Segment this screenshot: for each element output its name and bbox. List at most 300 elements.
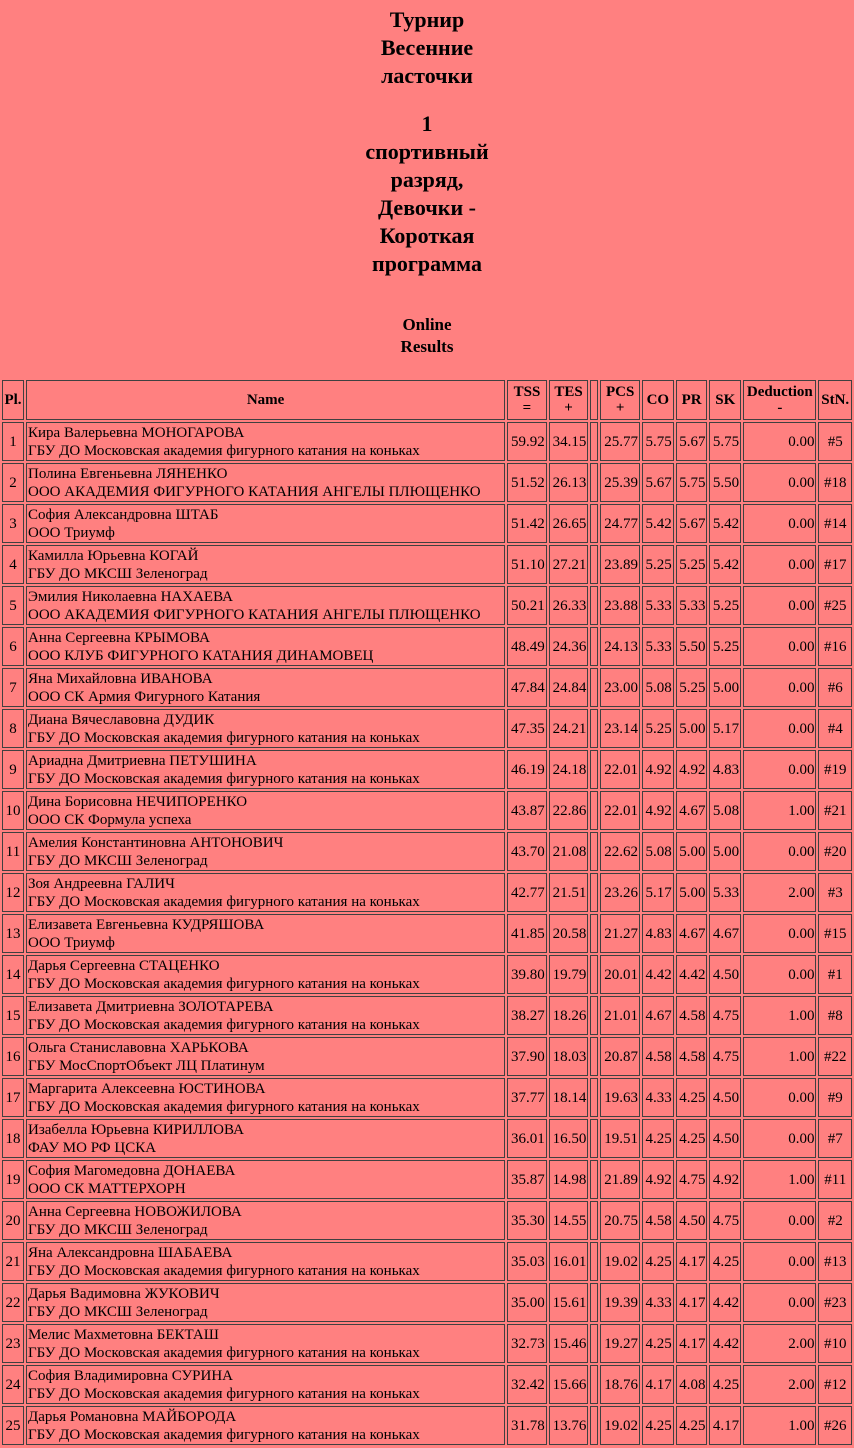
cell-pcs: 22.01 — [600, 791, 640, 830]
subtitle-line: Results — [400, 337, 454, 356]
cell-sk: 4.42 — [709, 1283, 741, 1322]
cell-co: 4.92 — [642, 750, 674, 789]
skater-name: Яна Михайловна ИВАНОВА — [28, 670, 213, 687]
cell-name — [26, 545, 505, 584]
cell-gap — [590, 1406, 598, 1445]
skater-club: ГБУ ДО Московская академия фигурного катания на коньках — [28, 893, 420, 910]
cell-tss: 59.92 — [507, 422, 547, 461]
skater-name: Зоя Андреевна ГАЛИЧ — [28, 875, 175, 892]
table-row — [2, 1037, 852, 1076]
cell-sk: 4.75 — [709, 1201, 741, 1240]
cell-tes: 27.21 — [549, 545, 589, 584]
cell-place: 22 — [2, 1283, 24, 1322]
cell-co: 5.42 — [642, 504, 674, 543]
header-gap — [590, 380, 598, 420]
header-pcs-label: PCS — [605, 384, 635, 400]
cell-stn: #4 — [818, 709, 852, 748]
skater-club: ООО Триумф — [28, 934, 115, 951]
cell-co: 5.08 — [642, 668, 674, 707]
cell-name — [26, 1201, 505, 1240]
skater-club: ГБУ ДО Московская академия фигурного катания на коньках — [28, 442, 420, 459]
title-line: спортивный — [365, 139, 489, 164]
cell-tss: 35.30 — [507, 1201, 547, 1240]
cell-tes: 22.86 — [549, 791, 589, 830]
table-row — [2, 1160, 852, 1199]
cell-deduction: 1.00 — [743, 791, 816, 830]
cell-tss: 35.03 — [507, 1242, 547, 1281]
cell-place: 10 — [2, 791, 24, 830]
cell-gap — [590, 463, 598, 502]
skater-name: Мелис Махметовна БЕКТАШ — [28, 1326, 219, 1343]
cell-gap — [590, 422, 598, 461]
cell-sk: 4.17 — [709, 1406, 741, 1445]
cell-tes: 26.13 — [549, 463, 589, 502]
skater-club: ООО КЛУБ ФИГУРНОГО КАТАНИЯ ДИНАМОВЕЦ — [28, 647, 374, 664]
cell-gap — [590, 873, 598, 912]
cell-stn: #12 — [818, 1365, 852, 1404]
cell-pcs: 23.26 — [600, 873, 640, 912]
cell-tss: 38.27 — [507, 996, 547, 1035]
skater-club: ООО СК Формула успеха — [28, 811, 192, 828]
cell-sk: 4.42 — [709, 1324, 741, 1363]
cell-tss: 42.77 — [507, 873, 547, 912]
header-tss — [507, 380, 547, 420]
skater-name: Амелия Константиновна АНТОНОВИЧ — [28, 834, 284, 851]
header-deduction — [743, 380, 816, 420]
cell-gap — [590, 627, 598, 666]
cell-stn: #13 — [818, 1242, 852, 1281]
cell-co: 4.92 — [642, 1160, 674, 1199]
title-line: 1 — [421, 111, 433, 136]
cell-deduction: 0.00 — [743, 545, 816, 584]
header-pl: Pl. — [2, 380, 24, 420]
cell-deduction: 1.00 — [743, 1160, 816, 1199]
cell-pcs: 20.87 — [600, 1037, 640, 1076]
cell-pr: 4.58 — [676, 996, 708, 1035]
cell-stn: #8 — [818, 996, 852, 1035]
table-row — [2, 791, 852, 830]
skater-name: Анна Сергеевна НОВОЖИЛОВА — [28, 1203, 242, 1220]
skater-club: ГБУ ДО Московская академия фигурного катания на коньках — [28, 1098, 420, 1115]
title-line: ласточки — [381, 63, 473, 88]
skater-club: ГБУ ДО МКСШ Зеленоград — [28, 1303, 208, 1320]
header-pcs — [600, 380, 640, 420]
cell-tss: 41.85 — [507, 914, 547, 953]
cell-deduction: 2.00 — [743, 1324, 816, 1363]
cell-gap — [590, 504, 598, 543]
cell-sk: 5.50 — [709, 463, 741, 502]
cell-gap — [590, 914, 598, 953]
cell-sk: 5.08 — [709, 791, 741, 830]
cell-place: 4 — [2, 545, 24, 584]
cell-tes: 18.03 — [549, 1037, 589, 1076]
skater-name: Полина Евгеньевна ЛЯНЕНКО — [28, 465, 228, 482]
cell-pcs: 23.89 — [600, 545, 640, 584]
cell-tes: 24.18 — [549, 750, 589, 789]
table-row — [2, 463, 852, 502]
table-row — [2, 627, 852, 666]
cell-stn: #21 — [818, 791, 852, 830]
cell-name — [26, 1160, 505, 1199]
header-deduction-label: Deduction — [746, 384, 813, 400]
cell-gap — [590, 1324, 598, 1363]
results-body — [2, 422, 852, 1445]
cell-sk: 4.75 — [709, 996, 741, 1035]
cell-tss: 32.73 — [507, 1324, 547, 1363]
header-pcs-sub: + — [615, 400, 625, 416]
table-row — [2, 1201, 852, 1240]
header-pr: PR — [676, 380, 708, 420]
cell-stn: #22 — [818, 1037, 852, 1076]
cell-sk: 5.75 — [709, 422, 741, 461]
skater-name: Дарья Вадимовна ЖУКОВИЧ — [28, 1285, 220, 1302]
cell-sk: 5.25 — [709, 586, 741, 625]
cell-tes: 14.55 — [549, 1201, 589, 1240]
cell-stn: #19 — [818, 750, 852, 789]
cell-sk: 4.25 — [709, 1365, 741, 1404]
cell-tes: 13.76 — [549, 1406, 589, 1445]
skater-name: Дина Борисовна НЕЧИПОРЕНКО — [28, 793, 248, 810]
skater-club: ГБУ ДО МКСШ Зеленоград — [28, 852, 208, 869]
cell-deduction: 0.00 — [743, 422, 816, 461]
skater-name: София Владимировна СУРИНА — [28, 1367, 234, 1384]
skater-name: София Александровна ШТАБ — [28, 506, 219, 523]
cell-tss: 39.80 — [507, 955, 547, 994]
cell-tss: 51.10 — [507, 545, 547, 584]
cell-pr: 5.33 — [676, 586, 708, 625]
cell-deduction: 0.00 — [743, 955, 816, 994]
cell-tss: 51.42 — [507, 504, 547, 543]
cell-deduction: 0.00 — [743, 586, 816, 625]
cell-place: 13 — [2, 914, 24, 953]
skater-name: Камилла Юрьевна КОГАЙ — [28, 547, 199, 564]
table-row — [2, 914, 852, 953]
cell-pr: 5.25 — [676, 668, 708, 707]
cell-place: 21 — [2, 1242, 24, 1281]
cell-pcs: 23.00 — [600, 668, 640, 707]
cell-tes: 18.14 — [549, 1078, 589, 1117]
table-row — [2, 668, 852, 707]
cell-co: 4.25 — [642, 1406, 674, 1445]
cell-co: 4.25 — [642, 1324, 674, 1363]
cell-deduction: 2.00 — [743, 873, 816, 912]
cell-pr: 4.17 — [676, 1324, 708, 1363]
cell-pr: 4.08 — [676, 1365, 708, 1404]
cell-stn: #1 — [818, 955, 852, 994]
cell-sk: 4.50 — [709, 1078, 741, 1117]
cell-name — [26, 1037, 505, 1076]
cell-co: 4.92 — [642, 791, 674, 830]
cell-co: 4.58 — [642, 1201, 674, 1240]
cell-gap — [590, 791, 598, 830]
cell-pcs: 24.13 — [600, 627, 640, 666]
header-stn: StN. — [818, 380, 852, 420]
title-spacer — [327, 90, 527, 110]
skater-club: ООО СК Армия Фигурного Катания — [28, 688, 261, 705]
cell-name — [26, 422, 505, 461]
cell-pcs: 23.88 — [600, 586, 640, 625]
cell-pr: 5.00 — [676, 832, 708, 871]
cell-name — [26, 1283, 505, 1322]
title-line: разряд, — [390, 167, 464, 192]
cell-tes: 26.33 — [549, 586, 589, 625]
table-row — [2, 955, 852, 994]
cell-co: 4.67 — [642, 996, 674, 1035]
cell-stn: #3 — [818, 873, 852, 912]
title-line: Короткая — [379, 223, 475, 248]
skater-name: Дарья Сергеевна СТАЦЕНКО — [28, 957, 220, 974]
cell-tss: 36.01 — [507, 1119, 547, 1158]
cell-place: 19 — [2, 1160, 24, 1199]
cell-name — [26, 1119, 505, 1158]
cell-tss: 35.00 — [507, 1283, 547, 1322]
cell-sk: 4.50 — [709, 1119, 741, 1158]
cell-co: 4.25 — [642, 1242, 674, 1281]
cell-name — [26, 914, 505, 953]
cell-name — [26, 873, 505, 912]
header-tes-sub: + — [564, 400, 573, 416]
cell-pr: 4.58 — [676, 1037, 708, 1076]
cell-gap — [590, 668, 598, 707]
skater-name: Маргарита Алексеевна ЮСТИНОВА — [28, 1080, 266, 1097]
cell-co: 5.08 — [642, 832, 674, 871]
cell-pcs: 25.39 — [600, 463, 640, 502]
header-tes — [549, 380, 589, 420]
table-row — [2, 709, 852, 748]
cell-gap — [590, 709, 598, 748]
cell-name — [26, 709, 505, 748]
cell-stn: #6 — [818, 668, 852, 707]
cell-stn: #2 — [818, 1201, 852, 1240]
cell-tss: 47.84 — [507, 668, 547, 707]
cell-pr: 5.67 — [676, 504, 708, 543]
table-row — [2, 996, 852, 1035]
cell-tes: 34.15 — [549, 422, 589, 461]
cell-co: 5.67 — [642, 463, 674, 502]
cell-gap — [590, 1283, 598, 1322]
skater-name: Дарья Романовна МАЙБОРОДА — [28, 1408, 237, 1425]
skater-club: ГБУ ДО Московская академия фигурного катания на коньках — [28, 1385, 420, 1402]
cell-deduction: 0.00 — [743, 709, 816, 748]
cell-sk: 4.50 — [709, 955, 741, 994]
title-line: программа — [372, 251, 482, 276]
cell-pcs: 18.76 — [600, 1365, 640, 1404]
skater-club: ГБУ ДО Московская академия фигурного катания на коньках — [28, 975, 420, 992]
skater-club: ГБУ ДО МКСШ Зеленоград — [28, 565, 208, 582]
cell-deduction: 2.00 — [743, 1365, 816, 1404]
cell-deduction: 0.00 — [743, 504, 816, 543]
cell-deduction: 0.00 — [743, 668, 816, 707]
cell-tes: 20.58 — [549, 914, 589, 953]
cell-tes: 24.36 — [549, 627, 589, 666]
cell-place: 23 — [2, 1324, 24, 1363]
cell-place: 5 — [2, 586, 24, 625]
cell-gap — [590, 1119, 598, 1158]
cell-name — [26, 1406, 505, 1445]
cell-deduction: 0.00 — [743, 750, 816, 789]
page-title — [327, 6, 527, 278]
table-row — [2, 422, 852, 461]
cell-deduction: 0.00 — [743, 914, 816, 953]
cell-stn: #17 — [818, 545, 852, 584]
header-tes-label: TES — [554, 384, 583, 400]
cell-deduction: 0.00 — [743, 832, 816, 871]
cell-place: 17 — [2, 1078, 24, 1117]
skater-club: ГБУ ДО Московская академия фигурного катания на коньках — [28, 729, 420, 746]
cell-pr: 4.67 — [676, 914, 708, 953]
cell-pcs: 25.77 — [600, 422, 640, 461]
cell-place: 3 — [2, 504, 24, 543]
cell-name — [26, 1324, 505, 1363]
cell-gap — [590, 1242, 598, 1281]
cell-tes: 16.01 — [549, 1242, 589, 1281]
cell-deduction: 0.00 — [743, 463, 816, 502]
skater-club: ГБУ ДО Московская академия фигурного катания на коньках — [28, 770, 420, 787]
cell-pr: 5.00 — [676, 873, 708, 912]
cell-name — [26, 586, 505, 625]
cell-tss: 50.21 — [507, 586, 547, 625]
cell-tes: 24.84 — [549, 668, 589, 707]
cell-sk: 4.25 — [709, 1242, 741, 1281]
cell-tes: 21.51 — [549, 873, 589, 912]
cell-tss: 35.87 — [507, 1160, 547, 1199]
cell-deduction: 0.00 — [743, 1119, 816, 1158]
skater-club: ГБУ ДО Московская академия фигурного катания на коньках — [28, 1344, 420, 1361]
skater-name: Кира Валерьевна МОНОГАРОВА — [28, 424, 245, 441]
table-row — [2, 1242, 852, 1281]
cell-place: 20 — [2, 1201, 24, 1240]
cell-pr: 4.25 — [676, 1406, 708, 1445]
cell-deduction: 1.00 — [743, 996, 816, 1035]
cell-co: 4.17 — [642, 1365, 674, 1404]
cell-pcs: 19.02 — [600, 1406, 640, 1445]
cell-sk: 5.42 — [709, 504, 741, 543]
header-sk: SK — [709, 380, 741, 420]
cell-co: 4.33 — [642, 1283, 674, 1322]
cell-stn: #16 — [818, 627, 852, 666]
results-table — [0, 378, 854, 1447]
cell-sk: 4.67 — [709, 914, 741, 953]
cell-pr: 4.25 — [676, 1119, 708, 1158]
skater-name: Елизавета Евгеньевна КУДРЯШОВА — [28, 916, 265, 933]
table-row — [2, 832, 852, 871]
cell-tes: 15.61 — [549, 1283, 589, 1322]
cell-pr: 5.00 — [676, 709, 708, 748]
cell-gap — [590, 1160, 598, 1199]
title-line: Весенние — [380, 35, 474, 60]
header-name: Name — [26, 380, 505, 420]
skater-club: ГБУ ДО Московская академия фигурного катания на коньках — [28, 1262, 420, 1279]
skater-club: ГБУ МосСпортОбъект ЛЦ Платинум — [28, 1057, 265, 1074]
cell-place: 14 — [2, 955, 24, 994]
cell-tes: 15.66 — [549, 1365, 589, 1404]
cell-tes: 15.46 — [549, 1324, 589, 1363]
skater-club: ФАУ МО РФ ЦСКА — [28, 1139, 157, 1156]
cell-pr: 5.50 — [676, 627, 708, 666]
skater-club: ООО АКАДЕМИЯ ФИГУРНОГО КАТАНИЯ АНГЕЛЫ ПЛЮЩЕНКО — [28, 606, 481, 623]
cell-place: 9 — [2, 750, 24, 789]
cell-name — [26, 791, 505, 830]
cell-stn: #14 — [818, 504, 852, 543]
cell-tes: 24.21 — [549, 709, 589, 748]
skater-name: София Магомедовна ДОНАЕВА — [28, 1162, 236, 1179]
cell-deduction: 1.00 — [743, 1406, 816, 1445]
cell-pcs: 19.51 — [600, 1119, 640, 1158]
cell-pcs: 22.01 — [600, 750, 640, 789]
cell-pcs: 21.01 — [600, 996, 640, 1035]
cell-name — [26, 996, 505, 1035]
cell-sk: 5.17 — [709, 709, 741, 748]
cell-gap — [590, 832, 598, 871]
cell-name — [26, 955, 505, 994]
title-line: Турнир — [389, 7, 465, 32]
cell-tes: 14.98 — [549, 1160, 589, 1199]
cell-pcs: 19.63 — [600, 1078, 640, 1117]
cell-tes: 16.50 — [549, 1119, 589, 1158]
cell-pr: 4.75 — [676, 1160, 708, 1199]
cell-pr: 4.92 — [676, 750, 708, 789]
cell-pcs: 20.75 — [600, 1201, 640, 1240]
cell-sk: 5.42 — [709, 545, 741, 584]
table-header-row — [2, 380, 852, 420]
cell-pr: 4.17 — [676, 1283, 708, 1322]
cell-tes: 21.08 — [549, 832, 589, 871]
title-line: Девочки - — [378, 195, 476, 220]
cell-name — [26, 750, 505, 789]
cell-stn: #26 — [818, 1406, 852, 1445]
cell-co: 5.25 — [642, 545, 674, 584]
cell-name — [26, 832, 505, 871]
cell-place: 15 — [2, 996, 24, 1035]
cell-gap — [590, 1365, 598, 1404]
cell-pcs: 23.14 — [600, 709, 640, 748]
skater-name: Яна Александровна ШАБАЕВА — [28, 1244, 233, 1261]
cell-tss: 43.70 — [507, 832, 547, 871]
cell-tss: 47.35 — [507, 709, 547, 748]
cell-place: 25 — [2, 1406, 24, 1445]
cell-deduction: 0.00 — [743, 1283, 816, 1322]
cell-name — [26, 1078, 505, 1117]
cell-place: 8 — [2, 709, 24, 748]
cell-pcs: 24.77 — [600, 504, 640, 543]
cell-place: 18 — [2, 1119, 24, 1158]
cell-pr: 4.67 — [676, 791, 708, 830]
cell-co: 4.25 — [642, 1119, 674, 1158]
cell-sk: 5.33 — [709, 873, 741, 912]
cell-tes: 26.65 — [549, 504, 589, 543]
cell-co: 5.33 — [642, 586, 674, 625]
cell-gap — [590, 996, 598, 1035]
cell-place: 16 — [2, 1037, 24, 1076]
table-row — [2, 1283, 852, 1322]
cell-gap — [590, 1078, 598, 1117]
cell-pr: 5.25 — [676, 545, 708, 584]
skater-name: Ольга Станиславовна ХАРЬКОВА — [28, 1039, 249, 1056]
cell-deduction: 0.00 — [743, 1078, 816, 1117]
cell-co: 4.58 — [642, 1037, 674, 1076]
table-row — [2, 586, 852, 625]
cell-sk: 4.75 — [709, 1037, 741, 1076]
skater-club: ООО Триумф — [28, 524, 115, 541]
cell-name — [26, 627, 505, 666]
cell-stn: #7 — [818, 1119, 852, 1158]
table-row — [2, 545, 852, 584]
cell-stn: #10 — [818, 1324, 852, 1363]
cell-pr: 4.25 — [676, 1078, 708, 1117]
cell-sk: 4.92 — [709, 1160, 741, 1199]
cell-name — [26, 668, 505, 707]
table-row — [2, 750, 852, 789]
